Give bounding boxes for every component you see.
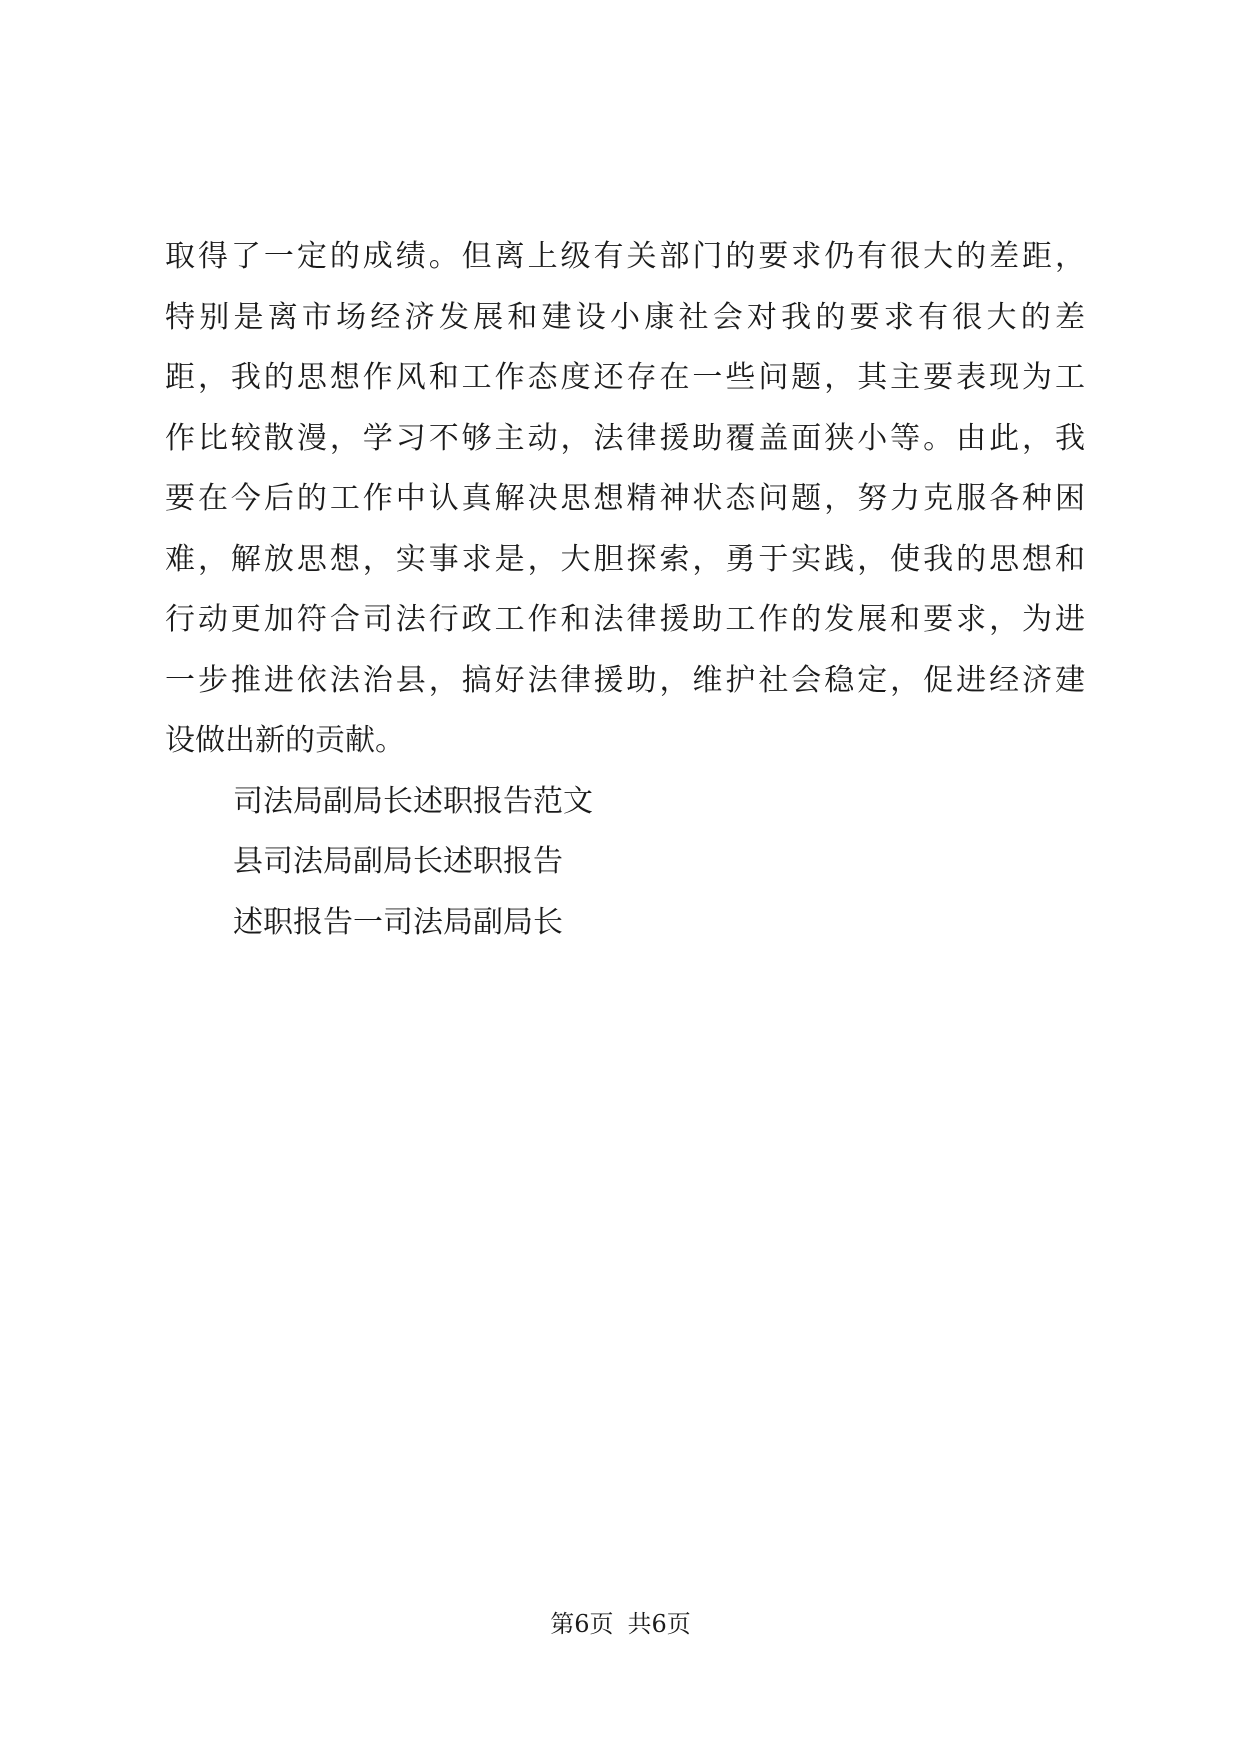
document-body xyxy=(165,227,1085,953)
paragraph-line: 作比较散漫，学习不够主动，法律援助覆盖面狭小等。由此，我 xyxy=(165,420,1085,456)
paragraph-line: 行动更加符合司法行政工作和法律援助工作的发展和要求，为进 xyxy=(165,602,1085,637)
related-title: 述职报告一司法局副局长 xyxy=(233,904,563,940)
related-title: 司法局副局长述职报告范文 xyxy=(233,783,593,819)
page-number-current: 第6页 xyxy=(550,1610,614,1638)
paragraph-line: 要在今后的工作中认真解决思想精神状态问题，努力克服各种困 xyxy=(165,481,1085,516)
paragraph-line: 一步推进依法治县，搞好法律援助，维护社会稳定，促进经济建 xyxy=(165,662,1085,698)
related-title: 县司法局副局长述职报告 xyxy=(233,844,563,879)
paragraph-line-last: 设做出新的贡献。 xyxy=(165,723,405,758)
paragraph-line: 难，解放思想，实事求是，大胆探索，勇于实践，使我的思想和 xyxy=(165,541,1085,577)
paragraph-line: 距，我的思想作风和工作态度还存在一些问题，其主要表现为工 xyxy=(165,360,1085,395)
paragraph-line: 特别是离市场经济发展和建设小康社会对我的要求有很大的差 xyxy=(165,299,1085,335)
page-number-total: 共6页 xyxy=(627,1610,691,1638)
page-footer xyxy=(0,1608,1241,1640)
paragraph-line: 取得了一定的成绩。但离上级有关部门的要求仍有很大的差距， xyxy=(165,239,1085,274)
